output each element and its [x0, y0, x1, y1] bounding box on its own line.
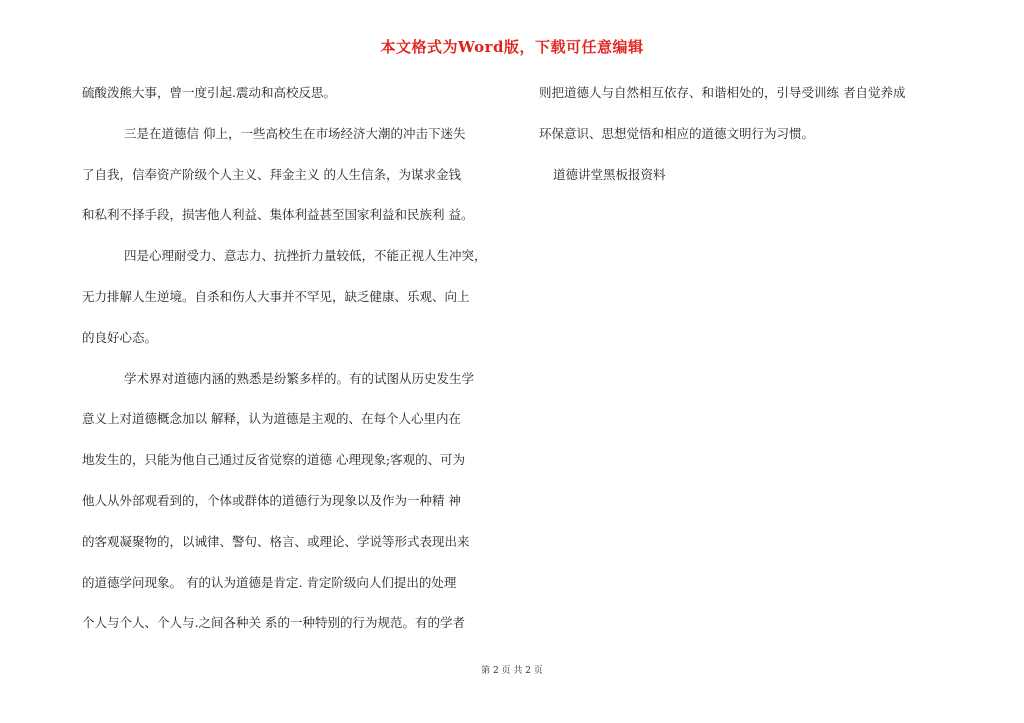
section-heading: 道德讲堂黑板报资料: [553, 166, 666, 182]
paragraph-line: 个人与个人、个人与.之间各种关 系的一种特别的行为规范。有的学者: [82, 615, 465, 631]
paragraph-line: 学术界对道德内涵的熟悉是纷繁多样的。有的试图从历史发生学: [124, 370, 475, 386]
paragraph-line: 硫酸泼熊大事，曾一度引起.震动和高校反思。: [82, 85, 336, 100]
paragraph-line: 了自我，信奉资产阶级个人主义、拜金主义 的人生信条，为谋求金钱: [82, 166, 461, 182]
right-column: [539, 86, 959, 208]
paragraph-line: 三是在道德信 仰上，一些高校生在市场经济大潮的冲击下迷失: [124, 125, 466, 141]
paragraph-line: 和私利不择手段，损害他人利益、集体利益甚至国家利益和民族利 益。: [82, 207, 474, 223]
paragraph-line: 的良好心态。: [82, 329, 158, 345]
document-banner: 本文格式为Word版，下载可任意编辑: [380, 38, 644, 56]
left-column: [82, 86, 522, 657]
paragraph-line: 意义上对道德概念加以 解释，认为道德是主观的、在每个人心里内在: [82, 411, 461, 427]
page-number: 第 2 页 共 2 页: [481, 666, 543, 676]
paragraph-line: 的道德学问现象。 有的认为道德是肯定. 肯定阶级向人们提出的处理: [82, 574, 457, 590]
paragraph-line: 环保意识、思想觉悟和相应的道德文明行为习惯。: [539, 125, 815, 141]
paragraph-line: 则把道德人与自然相互依存、和谐相处的，引导受训练 者自觉养成: [539, 85, 906, 100]
paragraph-line: 他人从外部观看到的，个体或群体的道德行为现象以及作为一种精 神: [82, 492, 461, 508]
paragraph-line: 的客观凝聚物的，以诫律、警句、格言、或理论、学说等形式表现出来: [82, 533, 470, 549]
paragraph-line: 无力排解人生逆境。自杀和伤人大事并不罕见，缺乏健康、乐观、向上: [82, 288, 470, 304]
paragraph-line: 四是心理耐受力、意志力、抗挫折力量较低，不能正视人生冲突，: [124, 248, 487, 264]
paragraph-line: 地发生的，只能为他自己通过反省觉察的道德 心理现象;客观的、可为: [82, 452, 466, 468]
